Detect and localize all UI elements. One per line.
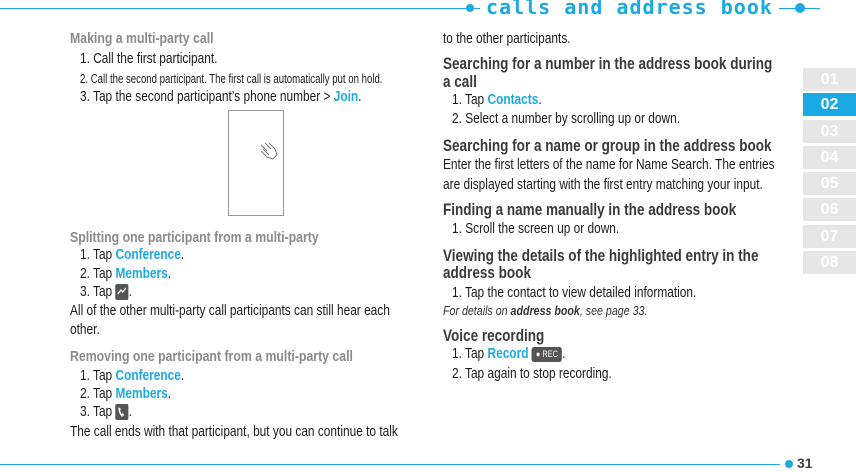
page-number: 31 [797,455,813,471]
header-right-dot [795,3,805,13]
search-name-line-1: Enter the first letters of the name for Name Search. The entries [443,157,775,173]
find-manual-step-1: 1. Scroll the screen up or down. [452,221,620,237]
record-dot-icon: ● [535,348,541,359]
conference-link-2[interactable]: Conference [115,368,181,384]
split-note-line-2: other. [70,322,100,338]
voice-step-1: 1. Tap Record ● REC . [452,346,566,362]
multi-step-3: 3. Tap the second participant’s phone number > Join. [80,89,362,105]
continuation-text: to the other participants. [443,31,571,47]
end-participant-call-icon[interactable] [115,404,128,420]
heading-details-1: Viewing the details of the highlighted entry in the [443,247,759,265]
contacts-link[interactable]: Contacts [487,92,539,108]
split-note-line-1: All of the other multi-party call participants can still hear each [70,303,390,319]
search-number-step-1: 1. Tap Contacts. [452,92,542,108]
record-link[interactable]: Record [487,346,529,362]
hand-pointer-icon [257,139,281,163]
chapter-tab-02[interactable]: 02 [803,93,856,116]
chapter-tab-08[interactable]: 08 [803,251,856,274]
multi-step-1: 1. Call the first participant. [80,51,218,67]
footer-dot [785,460,793,468]
heading-search-name: Searching for a name or group in the address book [443,137,772,155]
rec-button[interactable]: ● REC [532,347,562,362]
heading-find-manual: Finding a name manually in the address book [443,201,737,219]
members-link-2[interactable]: Members [115,386,168,402]
header-title: calls and address book [486,0,773,19]
remove-step-1: 1. Tap Conference. [80,368,185,384]
address-book-ref: address book [510,303,580,318]
search-number-step-2: 2. Select a number by scrolling up or down. [452,111,681,127]
chapter-tab-04[interactable]: 04 [803,146,856,169]
phone-handset-icon [115,404,128,420]
multi-step-2: 2. Call the second participant. The first call is automatically put on hold. [80,71,383,86]
details-note: For details on address book, see page 33. [443,303,648,318]
footer-rule [0,464,780,465]
chapter-tab-06[interactable]: 06 [803,198,856,221]
split-call-icon[interactable] [115,284,128,300]
heading-search-number-2: a call [443,73,477,91]
chapter-tab-01[interactable]: 01 [803,68,856,91]
header-title-box [480,0,779,17]
remove-step-3: 3. Tap . [80,404,132,420]
heading-multi-party: Making a multi-party call [70,30,214,47]
voice-step-2: 2. Tap again to stop recording. [452,366,612,382]
conference-link[interactable]: Conference [115,247,181,263]
chapter-tab-07[interactable]: 07 [803,225,856,248]
header-left-dot [466,4,474,12]
heading-details-2: address book [443,264,531,282]
details-step-1: 1. Tap the contact to view detailed information. [452,285,697,301]
heading-remove: Removing one participant from a multi-party call [70,348,353,365]
heading-search-number-1: Searching for a number in the address book during [443,55,773,73]
chapter-tab-05[interactable]: 05 [803,172,856,195]
heading-split: Splitting one participant from a multi-party [70,229,319,246]
split-arrow-icon [115,284,128,300]
search-name-line-2: are displayed starting with the first entry matching your input. [443,177,763,193]
remove-step-2: 2. Tap Members. [80,386,172,402]
members-link[interactable]: Members [115,266,168,282]
chapter-tab-03[interactable]: 03 [803,120,856,143]
join-link[interactable]: Join [333,89,359,105]
remove-note: The call ends with that participant, but you can continue to talk [70,424,398,440]
heading-voice-recording: Voice recording [443,327,545,345]
split-step-1: 1. Tap Conference. [80,247,185,263]
split-step-3: 3. Tap . [80,284,132,300]
split-step-2: 2. Tap Members. [80,266,172,282]
phone-screen-illustration [228,110,284,216]
